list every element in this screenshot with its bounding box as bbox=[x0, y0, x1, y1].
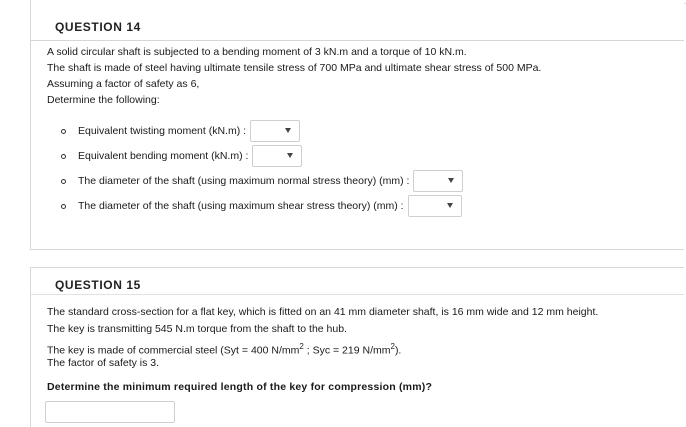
q15-text-line-1: The standard cross-section for a flat key, which is fitted on an 41 mm diameter shaft, is 16 mm wide and 12 mm height. bbox=[47, 306, 599, 318]
q14-text-line-4: Determine the following: bbox=[47, 94, 160, 106]
q15-prompt: Determine the minimum required length of the key for compression (mm)? bbox=[47, 381, 433, 393]
question-14-header bbox=[31, 18, 684, 41]
q15-text-line-3 bbox=[47, 340, 401, 358]
q14-text-line-1: A solid circular shaft is subjected to a bending moment of 3 kN.m and a torque of 10 kN.m. bbox=[47, 46, 467, 58]
question-15-header bbox=[31, 268, 684, 295]
q15-answer-input[interactable] bbox=[45, 401, 175, 423]
bending-moment-dropdown[interactable] bbox=[252, 145, 302, 167]
q14-item-label: Equivalent twisting moment (kN.m) : bbox=[78, 125, 247, 137]
chevron-down-icon bbox=[285, 128, 291, 133]
bullet-icon bbox=[61, 179, 66, 184]
bullet-icon bbox=[61, 129, 66, 134]
q14-item-label: The diameter of the shaft (using maximum shear stress theory) (mm) : bbox=[78, 200, 404, 212]
superscript: 2 bbox=[299, 342, 304, 351]
q15-text-line-4: The factor of safety is 3. bbox=[47, 357, 160, 369]
diameter-normal-stress-dropdown[interactable] bbox=[413, 170, 463, 192]
question-15-title: QUESTION 15 bbox=[55, 278, 141, 292]
question-14-card bbox=[30, 0, 684, 250]
q14-item-label: The diameter of the shaft (using maximum normal stress theory) (mm) : bbox=[78, 175, 410, 187]
chevron-down-icon bbox=[448, 178, 454, 183]
q14-item-diameter-normal-stress bbox=[61, 170, 463, 192]
q14-item-bending-moment bbox=[61, 145, 302, 167]
q14-item-twisting-moment bbox=[61, 120, 300, 142]
q14-text-line-3: Assuming a factor of safety as 6, bbox=[47, 78, 200, 90]
question-14-title: QUESTION 14 bbox=[55, 20, 141, 34]
q14-text-line-2: The shaft is made of steel having ultimate tensile stress of 700 MPa and ultimate shear stress of 500 MPa. bbox=[47, 62, 542, 74]
twisting-moment-dropdown[interactable] bbox=[250, 120, 300, 142]
q14-item-label: Equivalent bending moment (kN.m) : bbox=[78, 150, 249, 162]
bullet-icon bbox=[61, 204, 66, 209]
q15-line3-mid: ; Syc = 219 N/mm bbox=[303, 344, 391, 357]
chevron-down-icon bbox=[447, 203, 453, 208]
bullet-icon bbox=[61, 154, 66, 159]
question-15-card bbox=[30, 267, 684, 427]
q15-line3-prefix: The key is made of commercial steel (Syt = 400 N/mm bbox=[47, 344, 300, 357]
superscript: 2 bbox=[390, 342, 395, 351]
chevron-down-icon bbox=[287, 153, 293, 158]
q15-text-line-2: The key is transmitting 545 N.m torque from the shaft to the hub. bbox=[47, 323, 347, 335]
q14-item-diameter-shear-stress bbox=[61, 195, 462, 217]
diameter-shear-stress-dropdown[interactable] bbox=[408, 195, 462, 217]
q15-line3-suffix: ). bbox=[394, 344, 402, 357]
